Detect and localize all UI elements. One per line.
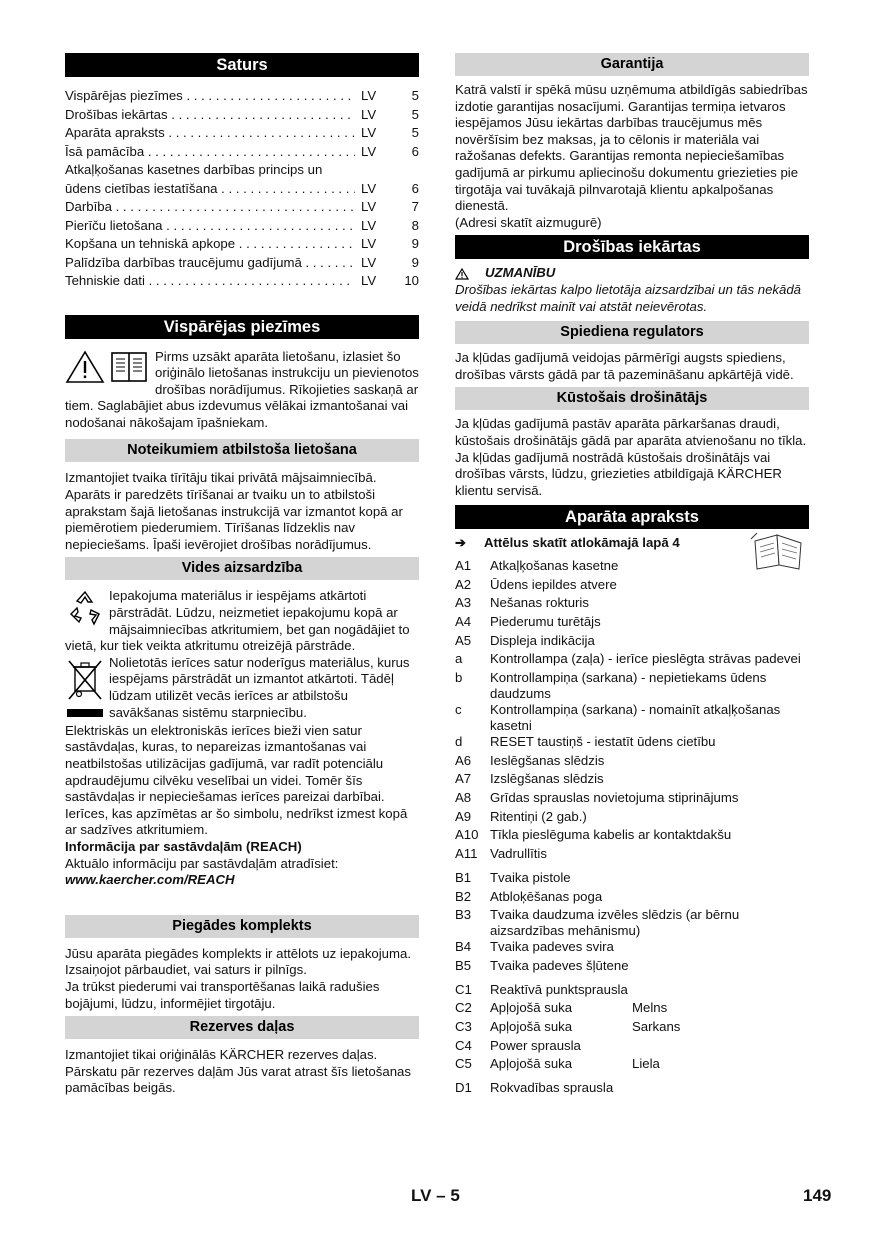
- part-key: B5: [455, 957, 472, 973]
- right-column: [455, 53, 809, 1099]
- spares-heading: Rezerves daļas: [65, 1016, 419, 1039]
- recycle-icon: [65, 588, 105, 628]
- caution-row: [455, 265, 809, 282]
- part-key: A6: [455, 752, 472, 768]
- part-key: B2: [455, 888, 472, 904]
- delivery-text-1: Jūsu aparāta piegādes komplekts ir attēlots uz iepakojuma. Izsaiņojot pārbaudiet, vai saturs ir pilnīgs.: [65, 945, 411, 978]
- part-label: Apļojošā suka: [490, 1018, 573, 1034]
- toc-entry-title: Īsā pamācība . . .: [65, 143, 355, 162]
- toc-entry-page: 5: [411, 106, 419, 122]
- toc-entry[interactable]: [65, 235, 419, 254]
- parts-list: [455, 558, 809, 1099]
- part-key: A9: [455, 808, 472, 824]
- part-item: [455, 595, 809, 614]
- part-label: Tvaika padeves šļūtene: [490, 957, 629, 973]
- toc-entry-page: 6: [411, 180, 419, 196]
- part-key: B3: [455, 907, 472, 923]
- table-of-contents: [65, 87, 419, 291]
- part-key: A7: [455, 771, 472, 787]
- caution-label: UZMANĪBU: [485, 265, 556, 281]
- toc-entry-lang: LV: [361, 236, 377, 251]
- part-item: [455, 1038, 809, 1057]
- part-item: [455, 753, 809, 772]
- part-key: C2: [455, 1000, 472, 1016]
- part-label: Nešanas rokturis: [490, 595, 589, 611]
- part-key: B1: [455, 869, 472, 885]
- intended-use-text: Izmantojiet tvaika tīrītāju tikai privātā mājsaimniecībā. Aparāts ir paredzēts tīrīšanai ar tvaiku un to atbilstoši aprakstam šajā lietošanas instrukcijā var izmantot kopā ar piemērotiem piederumiem. Tīrīšanas līdzeklis nav nepieciešams. Īpaši ievērojiet drošības norādījumus.: [65, 470, 403, 552]
- see-note-text: Attēlus skatīt atlokāmajā lapā 4: [484, 535, 680, 551]
- toc-entry-page: 9: [411, 254, 419, 270]
- part-label: Atkaļķošanas kasetne: [490, 557, 619, 573]
- part-label: Tvaika padeves svira: [490, 939, 614, 955]
- part-key: A4: [455, 613, 472, 629]
- toc-heading: Saturs: [65, 53, 419, 77]
- part-item: [455, 558, 809, 577]
- delivery-heading: Piegādes komplekts: [65, 915, 419, 938]
- part-label: Kontrollampiņa (sarkana) - nepietiekams ūdens daudzums: [490, 670, 767, 701]
- part-key: A3: [455, 595, 472, 611]
- toc-entry-title: Palīdzība darbības traucējumu gadījumā . . .: [65, 254, 355, 273]
- part-item: [455, 907, 809, 939]
- part-key: A8: [455, 790, 472, 806]
- part-label: Kontrollampiņa (sarkana) - nomainīt atkaļķošanas kasetni: [490, 702, 781, 733]
- part-label: Grīdas sprauslas novietojuma stiprinājums: [490, 790, 739, 806]
- toc-entry-lang: [355, 161, 397, 180]
- toc-entry-page: 9: [411, 236, 419, 251]
- manual-book-icon: [109, 350, 149, 384]
- part-key: a: [455, 651, 463, 667]
- toc-entry-title: Vispārējas piezīmes . . .: [65, 87, 355, 106]
- pressure-heading: Spiediena regulators: [455, 321, 809, 344]
- part-color: Liela: [632, 1056, 660, 1072]
- part-item: [455, 1056, 809, 1075]
- part-key: A1: [455, 557, 472, 573]
- recycle-block: [65, 588, 419, 722]
- recycle-text: Iepakojuma materiālus ir iespējams atkārtoti pārstrādāt. Lūdzu, neizmetiet iepakojumu kopā ar mājsaimniecības atkritumiem, bet gan nogādājiet to vietā, kur tiek veikta atkritumu otreizējā pārstrāde.: [65, 588, 410, 654]
- general-intro: [65, 349, 419, 432]
- toc-entry-page: 7: [411, 199, 419, 214]
- toc-entry-title: Pierīču lietošana . . .: [65, 217, 355, 236]
- toc-entry[interactable]: [65, 106, 419, 125]
- part-item: [455, 614, 809, 633]
- warranty-address: (Adresi skatīt aizmugurē): [455, 214, 602, 230]
- part-key: b: [455, 670, 463, 685]
- arrow-right-icon: ➔: [455, 535, 467, 551]
- left-column: [65, 53, 419, 1097]
- part-label: Tīkla pieslēguma kabelis ar kontaktdakšu: [490, 827, 732, 843]
- toc-entry-lang: LV: [361, 106, 377, 122]
- part-label: Atbloķēšanas poga: [490, 888, 603, 904]
- toc-entry-lang: LV: [361, 143, 377, 159]
- part-key: A10: [455, 827, 479, 843]
- toc-entry-page: 10: [404, 273, 419, 288]
- part-label: Ritentiņi (2 gab.): [490, 808, 587, 824]
- toc-entry-lang: LV: [361, 199, 377, 214]
- part-label: Tvaika daudzuma izvēles slēdzis (ar bērnu aizsardzības mehānismu): [490, 907, 740, 939]
- general-intro-text: Pirms uzsākt aparāta lietošanu, izlasiet šo oriģinālo lietošanas instrukciju un pievienotos drošības norādījumus. Rīkojieties saskaņā ar tiem. Saglabājiet abus izdevumus vēlākai izmantošanai vai nodošanai nākošajam īpašniekam.: [65, 348, 419, 430]
- toc-entry-lang: LV: [361, 254, 377, 270]
- part-item: [455, 1080, 809, 1099]
- warranty-text: Katrā valstī ir spēkā mūsu uzņēmuma atbildīgās sabiedrības izdotie garantijas nosacījumi. Garantijas termiņa ietvaros iespējamos Jūsu iekārtas darbības traucējumus mēs novēršīsim bez maksas, ja to cēlonis ir materiāla vai ražošanas defekts. Garantijas remonta nepieciešamības gadījumā ar pirkumu apliecinošu dokumentu griezieties pie tirgotāja vai tuvākajā pilnvarotajā klientu apkalpošanas dienestā.: [455, 82, 808, 214]
- fuse-heading: Kūstošais drošinātājs: [455, 387, 809, 410]
- part-label: Ūdens iepildes atvere: [490, 576, 617, 592]
- reach-title: Informācija par sastāvdaļām (REACH): [65, 838, 302, 854]
- intro-icons: [65, 349, 153, 385]
- pressure-text: Ja kļūdas gadījumā veidojas pārmērīgi augsts spiediens, drošības vārsts gādā par tā pazemināšanu apkārtējā vidē.: [455, 350, 794, 382]
- part-item: [455, 982, 809, 1001]
- toc-entry-title: Tehniskie dati . . .: [65, 272, 355, 291]
- part-item: [455, 1019, 809, 1038]
- caution-triangle-icon: [455, 268, 469, 280]
- toc-entry-title: Kopšana un tehniskā apkope . . .: [65, 235, 355, 254]
- part-label: Ieslēgšanas slēdzis: [490, 752, 605, 768]
- weee-block: [65, 655, 419, 721]
- part-item: [455, 702, 809, 734]
- part-key: C5: [455, 1056, 472, 1072]
- footer-section-page: LV – 5: [411, 1186, 460, 1205]
- part-key: A11: [455, 846, 478, 862]
- part-key: C4: [455, 1037, 472, 1053]
- toc-entry-lang: LV: [361, 88, 377, 103]
- reach-text: Aktuālo informāciju par sastāvdaļām atradīsiet:: [65, 855, 339, 871]
- weee-text: Nolietotās ierīces satur noderīgus materiālus, kurus iespējams pārstrādāt un izmantot atkārtoti. Tādēļ lūdzam utilizēt vecās ierīces ar atbilstošu savākšanas sistēmu starpniecību.: [109, 654, 410, 720]
- delivery-text-2: Ja trūkst piederumi vai transportēšanas laikā radušies bojājumi, lūdzu, informējiet tirgotāju.: [65, 978, 380, 1011]
- part-item: [455, 809, 809, 828]
- toc-entry[interactable]: [65, 143, 419, 162]
- toc-entry[interactable]: [65, 124, 419, 143]
- toc-entry-page: 8: [411, 217, 419, 233]
- toc-entry-lang: LV: [361, 125, 377, 140]
- part-item: [455, 889, 809, 908]
- part-item: [455, 771, 809, 790]
- warning-triangle-icon: [65, 350, 105, 384]
- part-key: B4: [455, 939, 472, 955]
- part-label: Kontrollampa (zaļa) - ierīce pieslēgta strāvas padevei: [490, 651, 801, 667]
- toc-entry-title: ūdens cietības iestatīšana . . .: [65, 180, 355, 199]
- intended-use-heading: Noteikumiem atbilstoša lietošana: [65, 439, 419, 462]
- toc-entry-title: Aparāta apraksts . . .: [65, 124, 355, 143]
- part-item: [455, 670, 809, 702]
- toc-entry[interactable]: [65, 272, 419, 291]
- safety-heading: Drošības iekārtas: [455, 235, 809, 259]
- hazard-text: Elektriskās un elektroniskās ierīces bieži vien satur sastāvdaļas, kuras, to nepareizas izmantošanas vai neatbilstošas utilizācijas gadījumā, var radīt potenciālu apdraudējumu cilvēku veselībai un videi. Tomēr šīs sastāvdaļas ir nepieciešamas ierīces pareizai darbībai. Ierīces, kas apzīmētas ar šo simbolu, nedrīkst izmest kopā ar sadzīves atkritumiem.: [65, 722, 408, 838]
- toc-entry[interactable]: [65, 161, 419, 180]
- toc-entry[interactable]: [65, 180, 419, 199]
- toc-entry[interactable]: [65, 254, 419, 273]
- part-color: Melns: [632, 1000, 668, 1016]
- toc-entry-page: 5: [411, 88, 419, 103]
- caution-text: Drošības iekārtas kalpo lietotāja aizsardzībai un tās nekādā veidā nedrīkst mainīt vai atstāt neievērotas.: [455, 281, 801, 314]
- part-item: [455, 577, 809, 596]
- part-key: C3: [455, 1018, 472, 1034]
- crossed-bin-icon: [65, 657, 105, 723]
- part-item: [455, 846, 809, 865]
- part-label: Vadrullītis: [490, 846, 547, 862]
- part-label: Piederumu turētājs: [490, 613, 601, 629]
- part-label: Apļojošā suka: [490, 1000, 573, 1016]
- reach-link[interactable]: www.kaercher.com/REACH: [65, 872, 235, 888]
- part-label: Izslēgšanas slēdzis: [490, 771, 604, 787]
- part-label: Displeja indikācija: [490, 632, 595, 648]
- part-item: [455, 790, 809, 809]
- part-item: [455, 827, 809, 846]
- toc-entry-page: 6: [411, 143, 419, 159]
- part-key: d: [455, 734, 463, 749]
- footer-page-number: 149: [803, 1186, 832, 1205]
- part-item: [455, 1000, 809, 1019]
- general-heading: Vispārējas piezīmes: [65, 315, 419, 339]
- toc-entry[interactable]: [65, 217, 419, 236]
- description-heading: Aparāta apraksts: [455, 505, 809, 529]
- toc-entry-lang: LV: [361, 217, 377, 233]
- toc-entry-title: Drošības iekārtas . . .: [65, 106, 355, 125]
- part-item: [455, 651, 809, 670]
- part-key: A2: [455, 576, 472, 592]
- part-label: Apļojošā suka: [490, 1056, 573, 1072]
- part-label: RESET taustiņš - iestatīt ūdens cietību: [490, 734, 716, 749]
- part-label: Tvaika pistole: [490, 869, 571, 885]
- part-key: c: [455, 702, 462, 717]
- environment-heading: Vides aizsardzība: [65, 557, 419, 580]
- part-item: [455, 958, 809, 977]
- part-key: D1: [455, 1080, 472, 1095]
- toc-entry-title: Darbība . . .: [65, 198, 355, 217]
- toc-entry-lang: LV: [361, 273, 377, 288]
- part-color: Sarkans: [632, 1018, 681, 1034]
- see-note-row: [455, 535, 809, 552]
- toc-entry-page: 5: [411, 125, 419, 140]
- toc-entry-title: Atkaļķošanas kasetnes darbības princips un: [65, 162, 323, 177]
- part-item: [455, 870, 809, 889]
- part-key: A5: [455, 632, 472, 648]
- part-key: C1: [455, 981, 472, 997]
- toc-entry[interactable]: [65, 87, 419, 106]
- part-label: Power sprausla: [490, 1037, 581, 1053]
- toc-entry-page: [397, 161, 419, 180]
- part-item: [455, 734, 809, 753]
- part-label: Reaktīvā punktsprausla: [490, 981, 628, 997]
- toc-entry[interactable]: [65, 198, 419, 217]
- part-item: [455, 633, 809, 652]
- part-label: Rokvadības sprausla: [490, 1080, 614, 1095]
- spares-text: Izmantojiet tikai oriģinālās KÄRCHER rezerves daļas. Pārskatu pār rezerves daļām Jūs varat atrast šīs lietošanas pamācības beigās.: [65, 1047, 411, 1096]
- part-item: [455, 939, 809, 958]
- toc-entry-lang: LV: [361, 180, 377, 196]
- fuse-text-2: Ja kļūdas gadījumā nostrādā kūstošais drošinātājs vai drošības vārsts, lūdzu, griezieties atbildīgajā KÄRCHER klientu servisā.: [455, 449, 782, 498]
- warranty-heading: Garantija: [455, 53, 809, 76]
- fuse-text-1: Ja kļūdas gadījumā pastāv aparāta pārkaršanas draudi, kūstošais drošinātājs gādā par aparāta atvienošanu no tīkla.: [455, 416, 807, 448]
